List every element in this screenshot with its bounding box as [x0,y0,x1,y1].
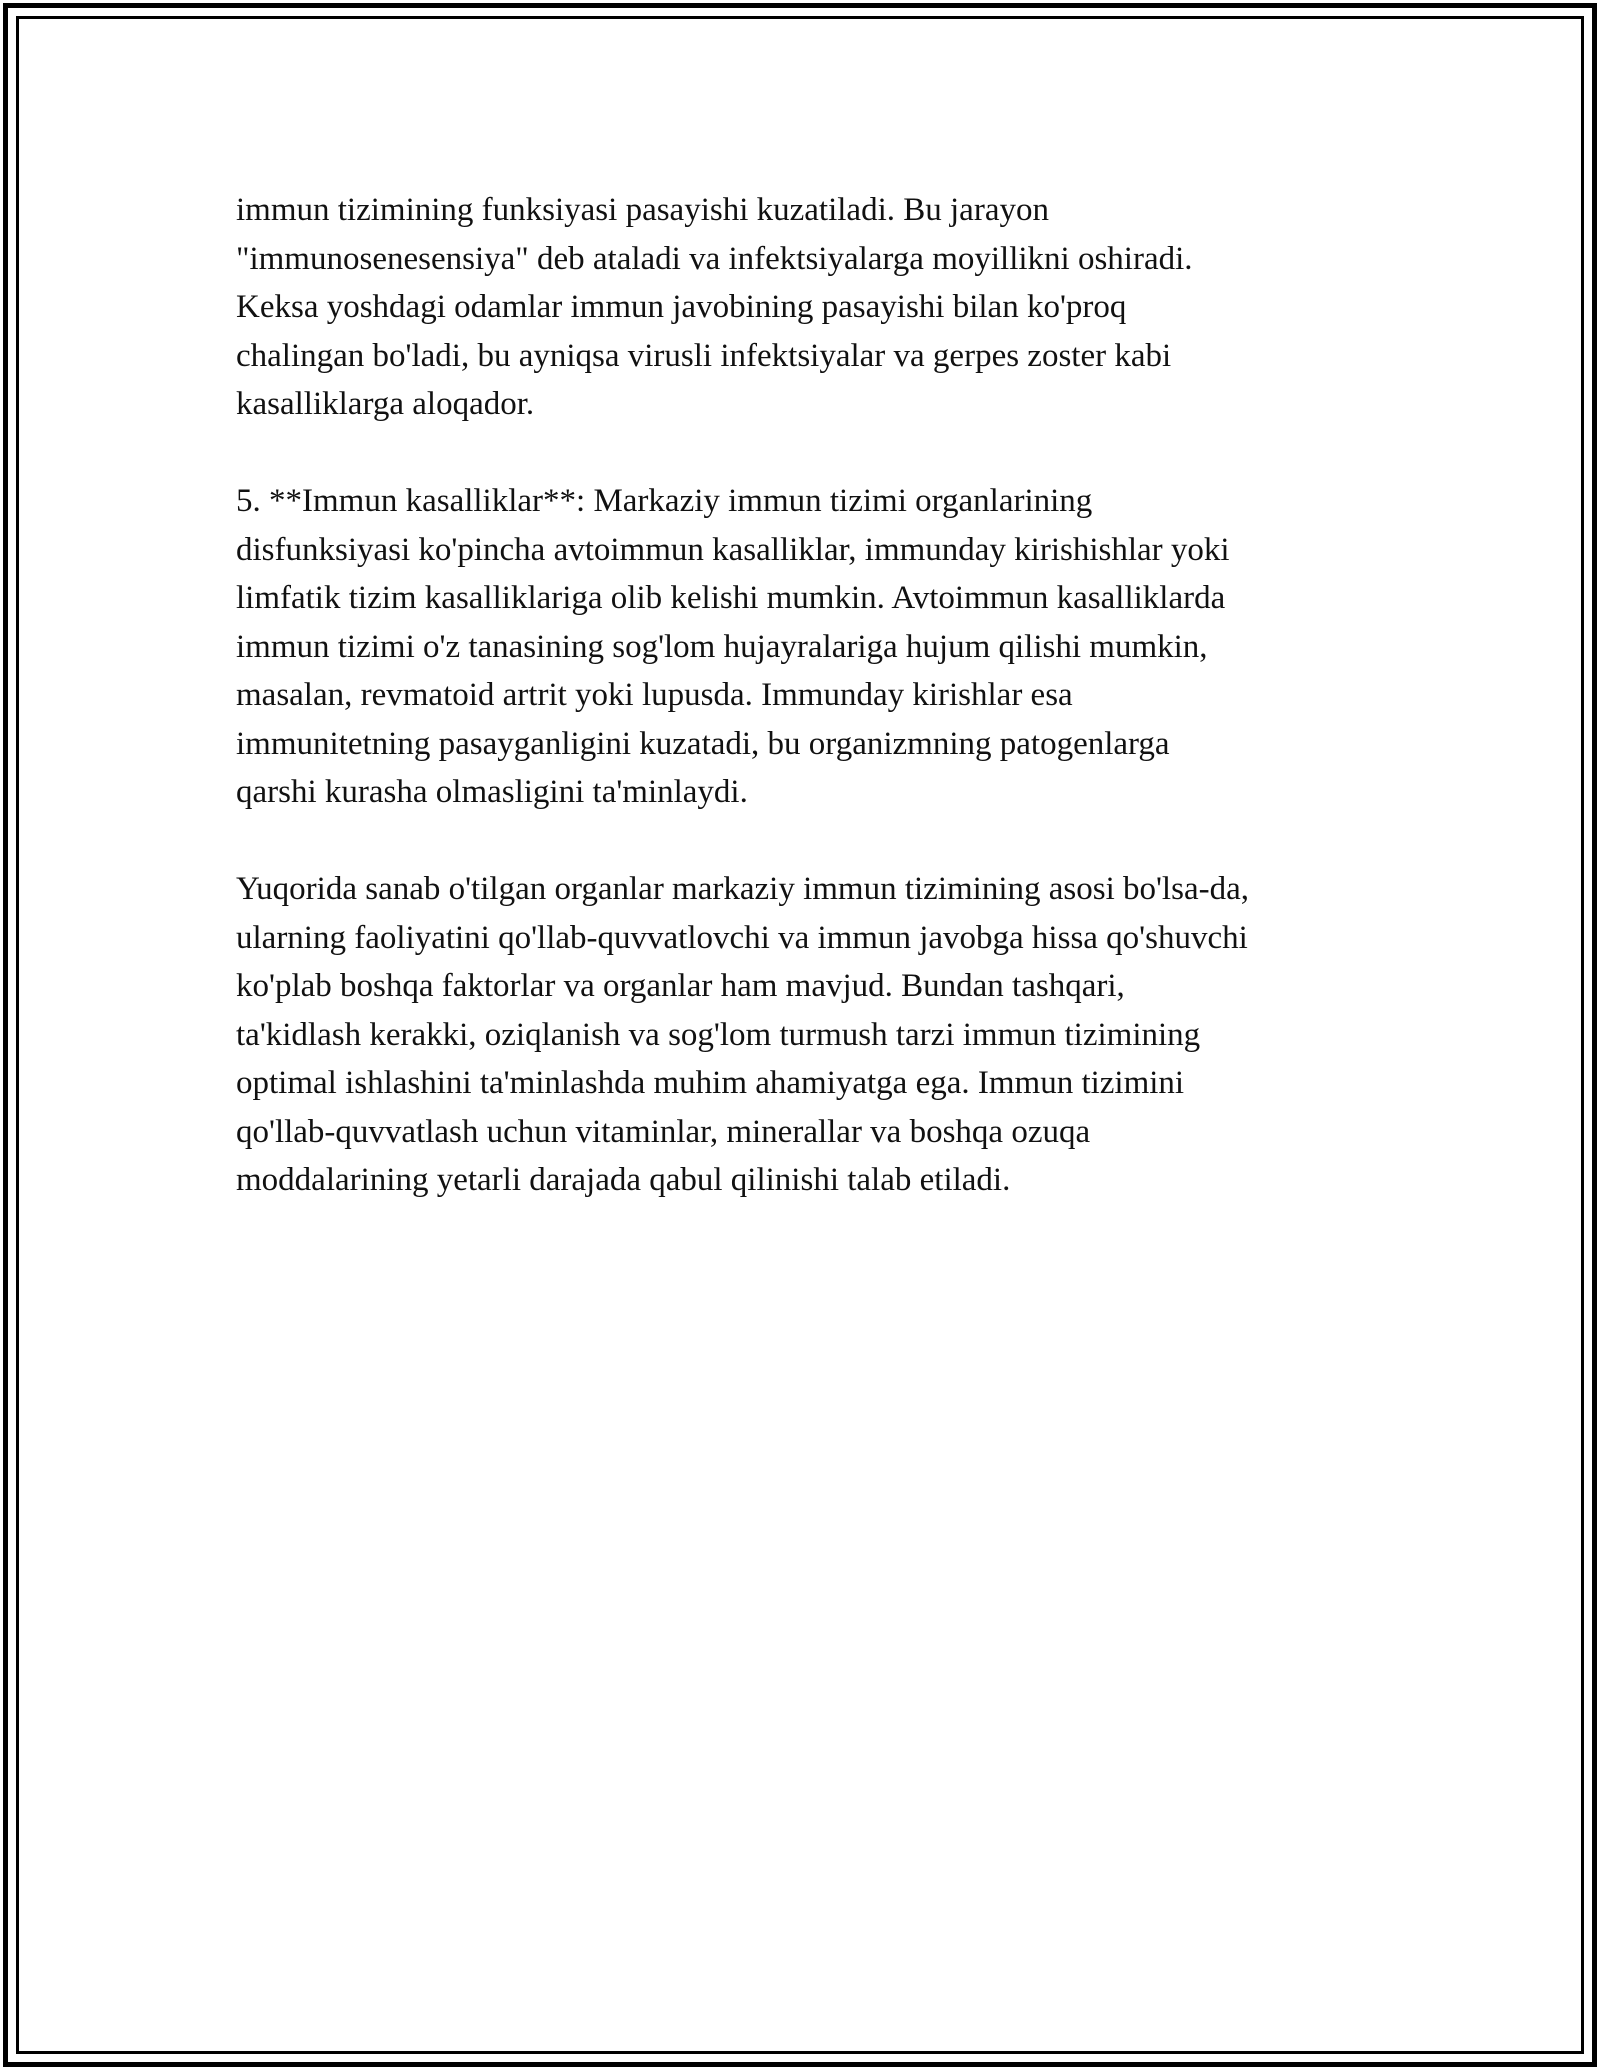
paragraph-immunosenescence [236,186,1406,429]
text-line: ko'plab boshqa faktorlar va organlar ham mavjud. Bundan tashqari, [236,968,1125,1004]
text-line: immun tizimi o'z tanasining sog'lom hujayralariga hujum qilishi mumkin, [236,628,1208,665]
text-line: kasalliklarga aloqador. [236,386,535,422]
text-line: limfatik tizim kasalliklariga olib kelishi mumkin. Avtoimmun kasalliklarda [236,580,1226,616]
text-line: chalingan bo'ladi, bu ayniqsa virusli infektsiyalar va gerpes zoster kabi [236,337,1172,374]
text-line: 5. **Immun kasalliklar**: Markaziy immun tizimi organlarining [236,483,1093,519]
paragraph-immune-diseases [236,477,1406,817]
text-line: qarshi kurasha olmasligini ta'minlaydi. [236,774,748,810]
paragraph-conclusion [236,865,1406,1205]
text-line: moddalarining yetarli darajada qabul qilinishi talab etiladi. [236,1162,1011,1198]
document-body [236,186,1406,1253]
text-line: Keksa yoshdagi odamlar immun javobining pasayishi bilan ko'proq [236,289,1127,325]
text-line: Yuqorida sanab o'tilgan organlar markaziy immun tizimining asosi bo'lsa-da, [236,871,1249,907]
text-line: optimal ishlashini ta'minlashda muhim ahamiyatga ega. Immun tizimini [236,1065,1185,1101]
text-line: immunitetning pasayganligini kuzatadi, bu organizmning patogenlarga [236,725,1170,762]
text-line: masalan, revmatoid artrit yoki lupusda. Immunday kirishlar esa [236,677,1073,713]
text-line: immun tizimining funksiyasi pasayishi kuzatiladi. Bu jarayon [236,192,1049,228]
text-line: ta'kidlash kerakki, oziqlanish va sog'lom turmush tarzi immun tizimining [236,1016,1201,1053]
text-line: qo'llab-quvvatlash uchun vitaminlar, minerallar va boshqa ozuqa [236,1113,1091,1150]
text-line: ularning faoliyatini qo'llab-quvvatlovchi va immun javobga hissa qo'shuvchi [236,919,1248,956]
text-line: disfunksiyasi ko'pincha avtoimmun kasalliklar, immunday kirishishlar yoki [236,531,1230,568]
text-line: "immunosenesensiya" deb ataladi va infektsiyalarga moyillikni oshiradi. [236,240,1193,277]
